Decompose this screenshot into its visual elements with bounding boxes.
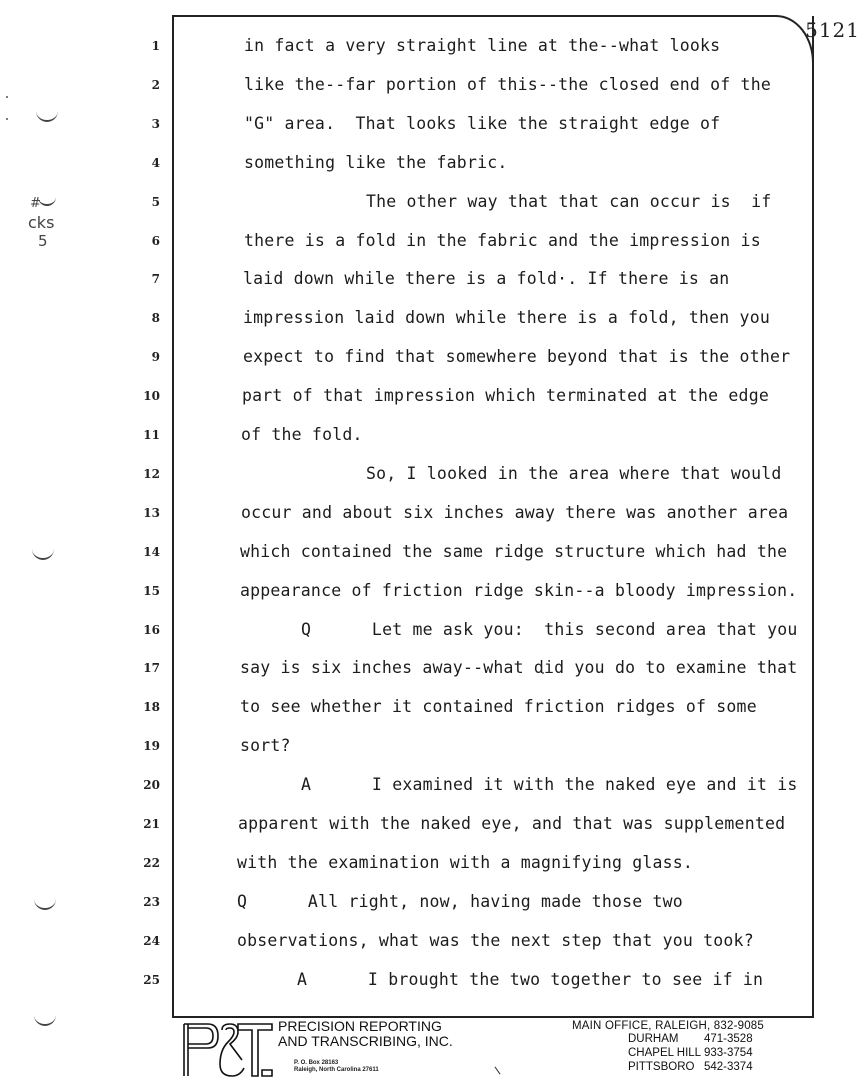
- transcript-line-text: sort?: [240, 736, 291, 756]
- office-phone: 542-3374: [704, 1061, 753, 1073]
- margin-hash-mark: #: [30, 196, 41, 211]
- line-number: 12: [143, 466, 160, 481]
- transcript-line-text: Q All right, now, having made those two: [237, 891, 683, 911]
- office-list: [572, 1020, 802, 1074]
- company-line-1: PRECISION REPORTING: [278, 1018, 442, 1034]
- line-number: 5: [151, 194, 160, 209]
- office-phone: 933-3754: [704, 1047, 753, 1059]
- transcript-line-text: laid down while there is a fold·. If there is an: [243, 269, 730, 289]
- transcript-line-text: in fact a very straight line at the--what looks: [244, 36, 721, 55]
- line-number: 16: [143, 622, 160, 637]
- line-number: 24: [143, 933, 160, 948]
- line-number: 17: [143, 661, 160, 676]
- line-number: 9: [151, 350, 160, 365]
- office-row: [628, 1046, 802, 1060]
- line-number: 25: [143, 972, 160, 987]
- transcript-line-text: with the examination with a magnifying glass.: [237, 852, 694, 872]
- transcript-line-text: A I brought the two together to see if in: [297, 969, 764, 989]
- transcript-line-text: like the--far portion of this--the closed end of the: [244, 74, 771, 94]
- address-line-1: P. O. Box 28163: [294, 1060, 339, 1066]
- line-number: 8: [151, 311, 160, 326]
- line-number: 22: [143, 855, 160, 870]
- office-city: DURHAM: [628, 1033, 679, 1045]
- line-number: 19: [143, 739, 160, 754]
- page-number: 5121: [805, 18, 860, 42]
- office-phone: 471-3528: [704, 1033, 753, 1045]
- line-number: 18: [143, 700, 160, 715]
- transcript-line-text: Q Let me ask you: this second area that you: [301, 619, 798, 639]
- transcript-line-text: to see whether it contained friction ridges of some: [240, 697, 757, 717]
- transcript-line-text: part of that impression which terminated at the edge: [242, 386, 769, 406]
- margin-dot: [6, 118, 8, 120]
- transcript-line-text: occur and about six inches away there was another area: [241, 502, 789, 522]
- margin-dot: [6, 96, 8, 98]
- address-line-2: Raleigh, North Carolina 27611: [294, 1067, 379, 1073]
- line-number: 14: [143, 544, 160, 559]
- frame-top-edge: [172, 15, 777, 17]
- transcript-line-text: impression laid down while there is a fold, then you: [243, 308, 770, 328]
- transcript-line-text: appearance of friction ridge skin--a bloody impression.: [240, 580, 798, 600]
- company-address: [294, 1060, 379, 1074]
- line-number: 10: [143, 389, 160, 404]
- line-number: 13: [143, 505, 160, 520]
- line-number: 11: [143, 428, 160, 442]
- margin-curve-mark: [34, 898, 56, 910]
- stray-mark: [495, 1067, 501, 1075]
- line-number: 21: [143, 817, 160, 831]
- margin-curve-mark: [34, 1014, 56, 1026]
- main-office: MAIN OFFICE, RALEIGH, 832-9085: [572, 1020, 764, 1032]
- margin-note-label: cks: [28, 213, 55, 232]
- line-number: 3: [151, 116, 160, 131]
- transcript-line-text: something like the fabric.: [244, 152, 508, 172]
- line-number: 20: [143, 778, 160, 793]
- line-number: 6: [151, 233, 160, 248]
- line-number: 1: [151, 39, 160, 53]
- transcript-line-text: of the fold.: [241, 425, 363, 444]
- office-row: [628, 1032, 802, 1046]
- margin-curve-mark: [36, 110, 58, 122]
- transcript-line-text: observations, what was the next step that you took?: [237, 930, 754, 950]
- transcript-line-text: apparent with the naked eye, and that was supplemented: [238, 814, 786, 833]
- line-number: 7: [151, 272, 160, 287]
- transcript-line-text: "G" area. That looks like the straight edge of: [244, 113, 721, 133]
- margin-note-number: 5: [38, 232, 48, 250]
- line-number: 15: [143, 583, 160, 598]
- pt-logo: [178, 1020, 274, 1080]
- line-number: 23: [143, 894, 160, 909]
- company-name: [278, 1019, 453, 1049]
- transcript-line-text: which contained the same ridge structure which had the: [240, 541, 788, 561]
- margin-curve-mark: [32, 548, 54, 560]
- company-line-2: AND TRANSCRIBING, INC.: [278, 1033, 453, 1049]
- office-row: [628, 1060, 802, 1074]
- transcript-line-text: there is a fold in the fabric and the impression is: [244, 230, 761, 250]
- office-city: PITTSBORO: [628, 1061, 695, 1073]
- transcript-line-text: The other way that that can occur is if: [366, 191, 772, 211]
- transcript-line-text: say is six inches away--what did you do to examine that: [240, 658, 798, 678]
- line-number: 4: [151, 155, 160, 170]
- transcript-line-text: expect to find that somewhere beyond that is the other: [243, 347, 791, 367]
- transcript-line-text: So, I looked in the area where that would: [366, 463, 782, 483]
- transcript-line-text: A I examined it with the naked eye and it is: [301, 775, 798, 795]
- office-city: CHAPEL HILL: [628, 1047, 702, 1059]
- line-number: 2: [151, 77, 160, 92]
